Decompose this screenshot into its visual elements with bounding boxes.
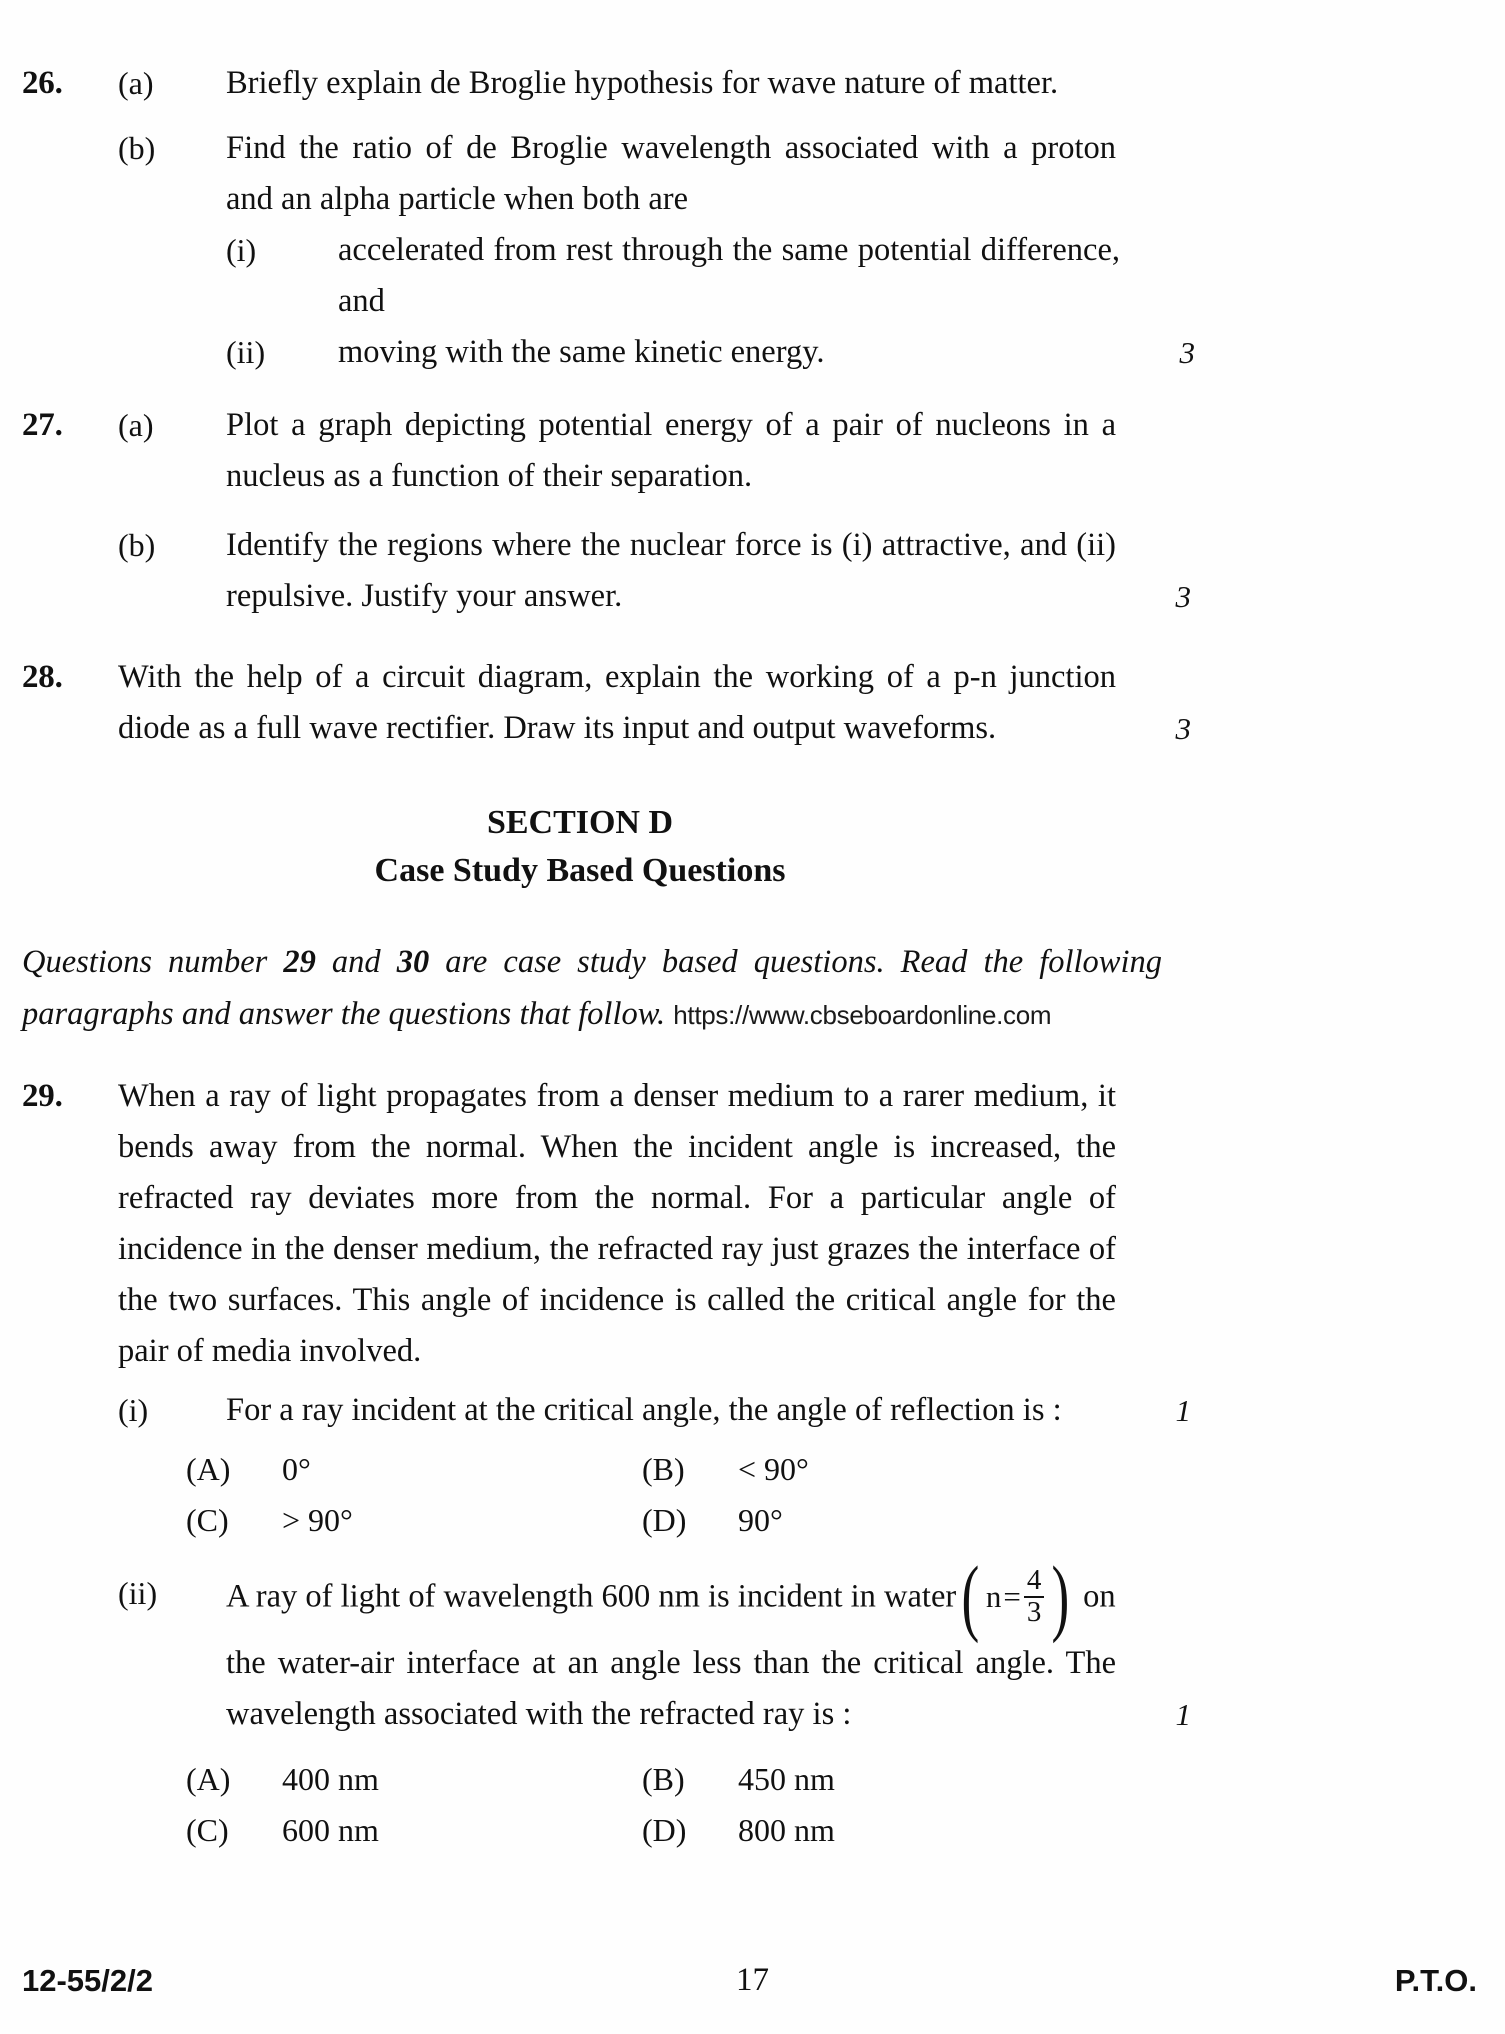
option-row-ii-2 [0,1805,1505,1856]
option-label-a: (A) [186,1760,231,1797]
option-value-d: 90° [738,1502,783,1538]
subpart-text: moving with the same kinetic energy. [338,334,825,370]
subquestion-text-with-formula [226,1548,1116,1644]
part-label: (b) [118,527,156,563]
part-label: (b) [118,130,156,166]
part-text: Plot a graph depicting potential energy of a pair of nucleons in a nucleus as a function of their separation. [226,407,1116,494]
instruction-text-3: are case study based questions. Read the following paragraphs and answer the questions that follow. [22,944,1162,1032]
instruction-bold-29: 29 [283,944,316,980]
subpart-label: (ii) [226,334,266,370]
subquestion-text-continued: the water-air interface at an angle less than the critical angle. The wavelength associated with the refracted ray is : [226,1644,1116,1732]
question-text: With the help of a circuit diagram, explain the working of a p-n junction diode as a full wave rectifier. Draw its input and output waveforms. [118,659,1116,746]
option-value-d: 800 nm [738,1811,835,1848]
option-label-c: (C) [186,1811,229,1848]
pto-label: P.T.O. [1394,1962,1477,1998]
question-29-sub-i [0,1385,1505,1436]
subquestion-label: (i) [118,1392,149,1428]
option-value-b: < 90° [738,1451,809,1487]
question-26-part-b [0,123,1505,225]
page-content [0,58,1505,1856]
option-label-b: (B) [642,1760,685,1797]
option-row-i-2 [0,1495,1505,1546]
option-label-c: (C) [186,1502,229,1538]
section-heading: SECTION D [486,804,674,841]
subpart-label: (i) [226,232,257,268]
marks: 3 [1179,335,1195,370]
left-paren: ( [961,1548,980,1644]
question-27-part-b [0,520,1505,622]
option-row-ii-1 [0,1754,1505,1805]
part-text: Identify the regions where the nuclear force is (i) attractive, and (ii) repulsive. Justify your answer. [226,527,1116,614]
subquestion-text-before: A ray of light of wavelength 600 nm is incident in water [226,1578,957,1615]
option-label-b: (B) [642,1451,685,1487]
instruction-text-2: and [315,944,397,980]
instruction-bold-30: 30 [396,944,430,980]
question-27-part-a [0,400,1505,502]
subpart-text: accelerated from rest through the same potential difference, and [338,232,1120,319]
question-number: 26. [22,65,63,101]
marks: 1 [1175,1393,1191,1428]
question-29-sub-ii [0,1548,1505,1644]
right-paren: ) [1051,1548,1070,1644]
case-study-paragraph: When a ray of light propagates from a denser medium to a rarer medium, it bends away from the normal. When the incident angle is increased, the refracted ray deviates more from the normal. For a particular angle of incidence in the denser medium, the refracted ray just grazes the interface of the two surfaces. This angle of incidence is called the critical angle for the pair of media involved. [118,1078,1116,1369]
marks: 1 [1175,1696,1191,1732]
question-number: 28. [22,659,63,695]
subquestion-label: (ii) [118,1575,158,1611]
page-number: 17 [736,1962,769,1998]
question-26-part-b-sub-i [0,225,1505,327]
fraction [1024,1566,1045,1627]
part-label: (a) [118,407,154,443]
question-number: 27. [22,407,63,443]
subquestion-text-after: on [1083,1578,1116,1615]
option-label-a: (A) [186,1451,231,1487]
part-text: Find the ratio of de Broglie wavelength associated with a proton and an alpha particle when both are [226,130,1116,217]
part-label: (a) [118,65,154,101]
question-number: 29. [22,1078,63,1114]
paper-code: 12-55/2/2 [22,1962,153,1998]
option-value-b: 450 nm [738,1760,835,1797]
page-footer [0,1962,1505,1999]
option-row-i-1 [0,1444,1505,1495]
option-value-c: > 90° [282,1502,353,1538]
question-26-part-b-sub-ii [0,327,1505,378]
question-29-sub-ii-continued [0,1638,1505,1740]
option-label-d: (D) [642,1502,687,1538]
question-29 [0,1071,1505,1377]
option-label-d: (D) [642,1811,687,1848]
option-value-c: 600 nm [282,1811,379,1848]
fraction-numerator: 4 [1026,1564,1042,1597]
question-26-part-a [0,58,1505,109]
fraction-denominator: 3 [1024,1596,1045,1628]
watermark-url: https://www.cbseboardonline.com [673,1000,1052,1030]
refractive-index-formula [956,1548,1075,1644]
marks: 3 [1175,711,1191,746]
option-value-a: 0° [282,1451,311,1487]
subquestion-text: For a ray incident at the critical angle, the angle of reflection is : [226,1392,1062,1428]
instruction-text-1: Questions number [22,944,284,980]
question-28 [0,652,1505,754]
marks: 3 [1175,579,1191,614]
formula-variable: n [985,1579,1002,1615]
formula-equals: = [1003,1579,1021,1615]
option-value-a: 400 nm [282,1760,379,1797]
part-text: Briefly explain de Broglie hypothesis for wave nature of matter. [226,65,1059,101]
section-instruction [22,936,1162,1041]
section-subheading: Case Study Based Questions [374,852,786,889]
